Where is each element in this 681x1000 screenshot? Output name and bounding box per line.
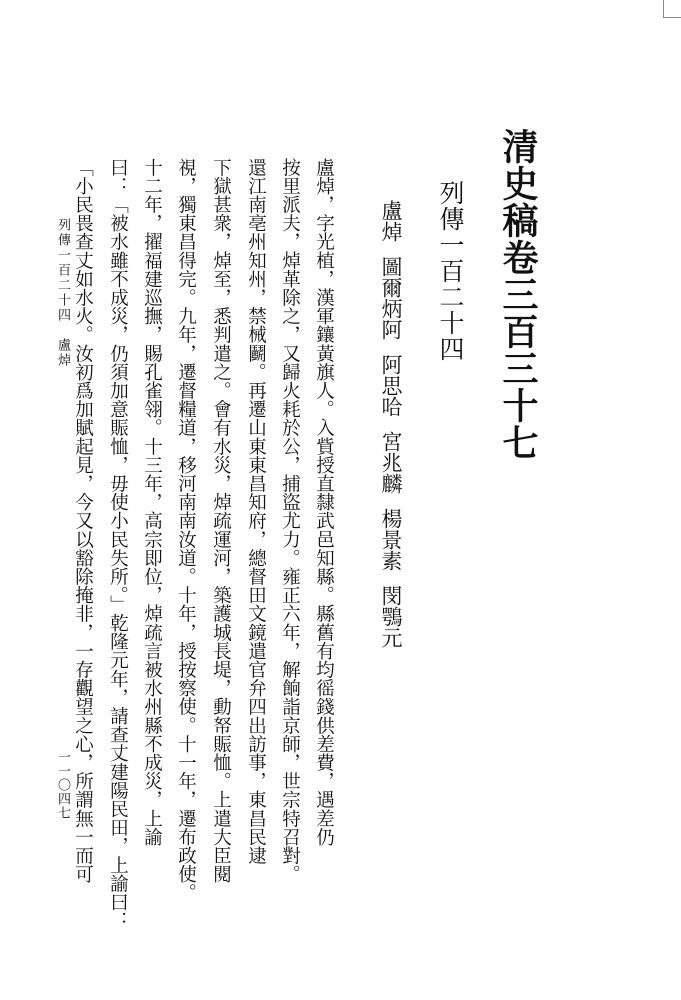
page-corner-mark [663, 0, 681, 18]
text-column: 盧焯，字光植，漢軍鑲黃旗人。入貲授直隸武邑知縣。縣舊有均徭錢供差費，遇差仍 [313, 158, 335, 847]
name-item: 宮兆麟 [379, 431, 403, 494]
text-column: 「小民畏查丈如水火。汝初爲加賦起見，今又以豁除掩非，一存觀望之心，所謂無一而可 [72, 158, 94, 884]
page-number: 一一〇四七 [55, 750, 70, 820]
book-title: 清史稿卷三百三十七 [497, 128, 539, 461]
name-item: 盧焯 [379, 200, 403, 242]
text-column: 曰：「被水雖不成災，仍須加意賑恤，毋使小民失所。」乾隆元年，請查丈建陽民田，上諭曰： [107, 158, 129, 930]
text-column: 還江南亳州知州，禁械鬬。再遷山東東昌知府，總督田文鏡遣官弁四出訪事，東昌民逮 [245, 158, 267, 865]
chapter-title: 列傳一百二十四 [436, 180, 465, 362]
text-column: 十二年，擢福建巡撫，賜孔雀翎。十三年，高宗即位，焯疏言被水州縣不成災，上諭 [141, 158, 163, 847]
text-column: 視，獨東昌得完。九年，遷督糧道，移河南南汝道。十年，授按察使。十一年，遷布政使。 [175, 158, 197, 902]
name-item: 閔鶚元 [379, 585, 403, 648]
running-head: 列傳一百二十四 盧焯 [55, 218, 70, 368]
text-column: 下獄甚衆，焯至，悉判遣之。會有水災，焯疏運河，築護城長堤，動帑賑恤。上遣大臣閱 [210, 158, 232, 884]
name-item: 阿思哈 [379, 354, 403, 417]
name-item: 圖爾炳阿 [379, 256, 403, 340]
biography-names [380, 200, 401, 648]
text-column: 按里派夫，焯革除之，又歸火耗於公，捕盜尤力。雍正六年，解餉詣京師，世宗特召對。 [279, 158, 301, 884]
name-item: 楊景素 [379, 508, 403, 571]
